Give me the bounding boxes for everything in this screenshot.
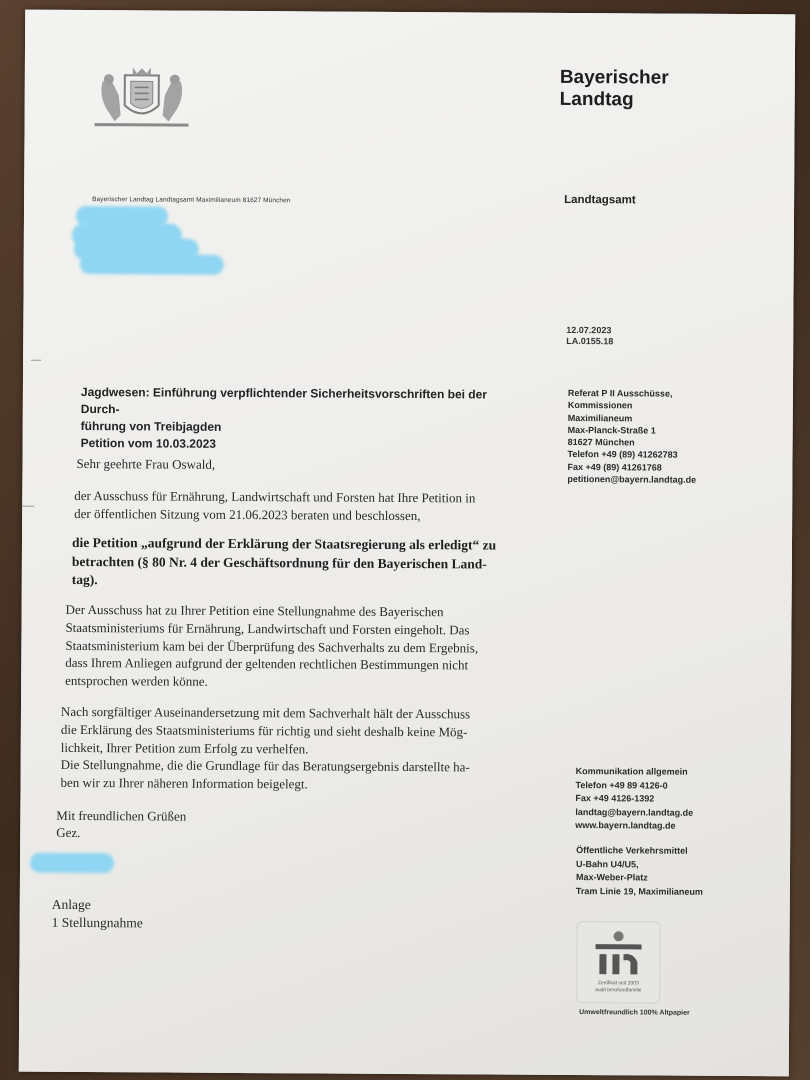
brand-line-1: Bayerischer: [559, 66, 669, 89]
transport-line: U-Bahn U4/U5,: [576, 858, 639, 869]
paragraph-intro: [74, 487, 544, 526]
paragraph-conclusion: [60, 703, 541, 795]
date-reference: [566, 325, 613, 347]
attachment-title: Anlage: [51, 896, 91, 913]
contact-line: 81627 München: [567, 437, 635, 448]
text-line: lichkeit, Ihrer Petition zum Erfolg zu verhelfen.: [60, 739, 309, 756]
attachment-block: [52, 896, 143, 933]
contact-phone: Telefon +49 (89) 41262783: [567, 449, 678, 461]
bavarian-coat-of-arms-icon: [95, 65, 189, 128]
contact-line: Referat P II Ausschüsse,: [567, 387, 673, 399]
text-line: Staatsministerium kam bei der Überprüfung des Sachverhalts zu dem Ergebnis,: [65, 637, 479, 656]
text-line: betrachten (§ 80 Nr. 4 der Geschäftsordnung für den Bayerischen Land-: [71, 553, 487, 571]
contact-line: Maximilianeum: [567, 412, 633, 423]
brand-line-2: Landtag: [559, 88, 634, 111]
transport-title: Öffentliche Verkehrsmittel: [576, 845, 688, 856]
subject-line-1: Jagdwesen: Einführung verpflichtender Sicherheitsvorschriften bei der Durch-: [80, 385, 488, 417]
contact-fax: Fax +49 (89) 41261768: [567, 461, 662, 473]
brand-name: [560, 67, 669, 112]
closing-signed: Gez.: [56, 824, 81, 841]
certificate-text-2: audit berufundfamilie: [595, 987, 642, 994]
text-line: ben wir zu Ihrer näheren Information beigelegt.: [60, 775, 308, 792]
communication-fax: Fax +49 4126-1392: [575, 793, 655, 804]
redacted-signature: [30, 853, 114, 874]
redacted-address-line-4: [80, 254, 224, 275]
subject-line-3: Petition vom 10.03.2023: [80, 436, 217, 451]
punch-mark: [22, 506, 34, 507]
closing-greeting: Mit freundlichen Grüßen: [56, 807, 187, 824]
communication-block: [575, 765, 693, 833]
communication-email: landtag@bayern.landtag.de: [575, 806, 694, 818]
text-line: tag).: [71, 571, 98, 588]
salutation: Sehr geehrte Frau Oswald,: [76, 455, 216, 472]
contact-email: petitionen@bayern.landtag.de: [567, 474, 697, 485]
transport-line: Tram Linie 19, Maximilianeum: [575, 885, 703, 897]
certificate-badge: [576, 921, 660, 1004]
contact-block: [567, 387, 696, 486]
subject-block: [81, 384, 521, 455]
text-line: die Erklärung des Staatsministeriums für richtig und sieht deshalb keine Mög-: [60, 721, 468, 740]
text-line: Staatsministeriums für Ernährung, Landwirtschaft und Forsten eingeholt. Das: [65, 619, 470, 638]
decision-paragraph: [72, 534, 542, 592]
text-line: die Petition „aufgrund der Erklärung der Staatsregierung als erledigt“ zu: [71, 534, 497, 553]
text-line: Nach sorgfältiger Auseinandersetzung mit dem Sachverhalt hält der Ausschuss: [60, 703, 471, 722]
closing-block: [56, 807, 186, 842]
office-label: Landtagsamt: [564, 193, 636, 207]
letter-date: 12.07.2023: [566, 324, 612, 336]
text-line: der Ausschuss für Ernährung, Landwirtschaft und Forsten hat Ihre Petition in: [74, 487, 476, 506]
letter-page: [19, 10, 795, 1077]
communication-web: www.bayern.landtag.de: [575, 820, 676, 831]
subject-line-2: führung von Treibjagden: [80, 419, 222, 434]
eco-note: Umweltfreundlich 100% Altpapier: [579, 1009, 690, 1017]
transport-block: [576, 844, 703, 899]
text-line: Der Ausschuss hat zu Ihrer Petition eine Stellungnahme des Bayerischen: [65, 601, 444, 620]
transport-line: Max-Weber-Platz: [575, 872, 648, 883]
contact-line: Kommissionen: [567, 400, 633, 411]
certificate-text-1: Zertifikat seit 2003: [597, 980, 639, 987]
sender-line: Bayerischer Landtag Landtagsamt Maximilianeum 81627 München: [92, 196, 291, 205]
reference-number: LA.0155.18: [566, 335, 614, 347]
fold-mark: [31, 360, 41, 361]
text-line: Die Stellungnahme, die die Grundlage für das Beratungsergebnis darstellte ha-: [60, 757, 470, 775]
communication-title: Kommunikation allgemein: [575, 766, 688, 777]
contact-line: Max-Planck-Straße 1: [567, 424, 656, 436]
communication-phone: Telefon +49 89 4126-0: [575, 779, 668, 791]
text-line: entsprochen werden könne.: [65, 673, 208, 689]
paragraph-statement: [65, 601, 536, 693]
text-line: der öffentlichen Sitzung vom 21.06.2023 beraten und beschlossen,: [74, 505, 421, 524]
attachment-item: 1 Stellungnahme: [51, 914, 143, 931]
text-line: dass Ihrem Anliegen aufgrund der geltenden rechtlichen Bestimmungen nicht: [65, 655, 469, 673]
